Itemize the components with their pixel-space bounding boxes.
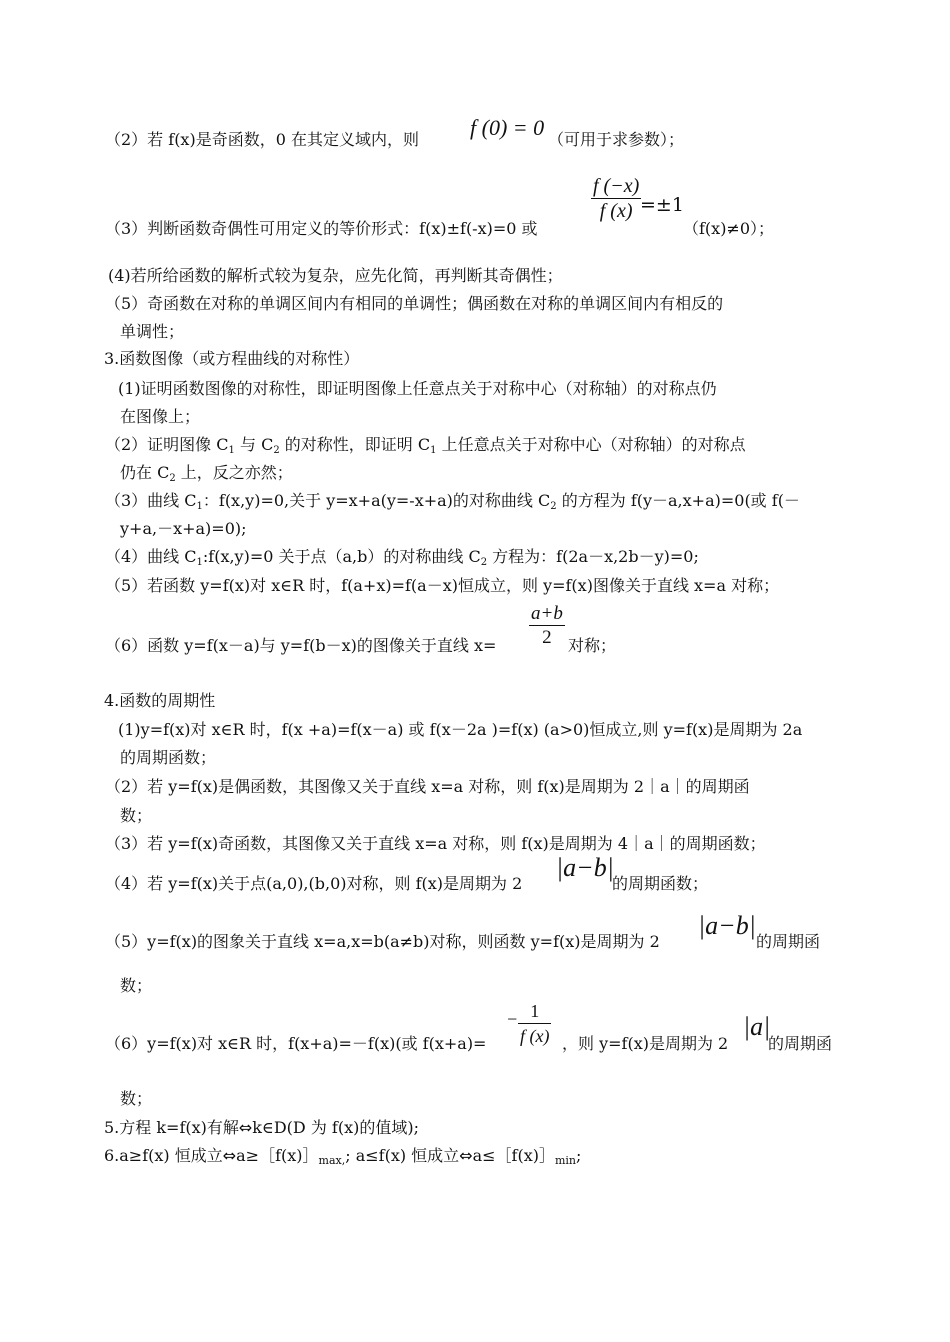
equivalence-icon: ⇔ [238,1118,253,1137]
item-4-1: (1)y=f(x)对 x∈R 时，f(x +a)=f(x－a) 或 f(x－2a )=f(x) (a>0)恒成立,则 y=f(x)是周期为 2a [118,720,803,739]
item-4-6: （6）y=f(x)对 x∈R 时，f(x+a)=－f(x)(或 f(x+a)= [105,1034,487,1053]
item-monotonicity-cont: 单调性； [120,322,185,341]
abs-a: |a| [743,1012,771,1041]
item-4-6-cont: 数； [120,1089,153,1108]
equivalence-icon: ⇔ [459,1146,473,1165]
item-3-4: （4）曲线 $C_1:f(x,y)=0$ 关于点（a,b）的对称曲线 $C_2$ 方程为：f(2a－x,2b－y)=0; [105,547,699,568]
item-4-5-cont: 数； [120,976,153,995]
abs-a-minus-b: |a−b| [556,853,614,882]
minus-sign: − [506,1009,519,1029]
item-simplify-first: (4)若所给函数的解析式较为复杂，应先化简，再判断其奇偶性； [108,266,563,285]
item-3-1-cont: 在图像上； [120,407,201,426]
formula-f0-equals-0: f (0) = 0 [470,115,545,140]
item-4-5-end: 的周期函 [756,932,821,951]
item-3-3: （3）曲线 $C_1$：f(x,y)=0,关于 y=x+a(y=-x+a)的对称曲线 $C_2$ 的方程为 f(y－a,x+a)=0(或 f(－ [105,491,800,512]
item-3-6-end: 对称； [568,636,617,655]
condition-fx-nonzero: （f(x)≠0）； [683,219,775,238]
item-odd-function-zero: （2）若 f(x)是奇函数，0 在其定义域内，则 [105,130,419,149]
item-5-equation-solvable: 5.方程 k=f(x)有解⇔k∈D(D 为 f(x)的值域); [104,1118,419,1137]
item-4-4-end: 的周期函数； [612,874,709,893]
item-3-5: （5）若函数 y=f(x)对 x∈R 时，f(a+x)=f(a－x)恒成立，则 y=f(x)图像关于直线 x=a 对称； [105,576,780,595]
fraction-1-over-fx: $\frac{1}{f (x)}$ [520,1001,550,1046]
item-4-3: （3）若 y=f(x)奇函数，其图像又关于直线 x=a 对称，则 f(x)是周期为 4｜a｜的周期函数； [105,834,766,853]
section-3-heading: 3.函数图像（或方程曲线的对称性） [104,349,360,368]
abs-a-minus-b-2: |a−b| [698,911,756,940]
item-monotonicity: （5）奇函数在对称的单调区间内有相同的单调性；偶函数在对称的单调区间内有相反的 [105,294,724,313]
item-4-2: （2）若 y=f(x)是偶函数，其图像又关于直线 x=a 对称，则 f(x)是周期为 2｜a｜的周期函 [105,777,750,796]
section-4-heading: 4.函数的周期性 [104,691,216,710]
note-parameter: （可用于求参数）； [548,130,685,149]
item-4-4: （4）若 y=f(x)关于点(a,0),(b,0)对称，则 f(x)是周期为 2 [105,874,523,893]
equals-plus-minus-one: =±1 [640,194,684,216]
item-4-5: （5）y=f(x)的图象关于直线 x=a,x=b(a≠b)对称，则函数 y=f(x)是周期为 2 [105,932,660,951]
item-4-2-cont: 数； [120,806,153,825]
fraction-a-plus-b-over-2: $\frac{a+b}{2}$ [531,603,563,648]
item-4-6-mid: ，则 y=f(x)是周期为 2 [562,1034,729,1053]
item-3-2-cont: 仍在 $C_2$ 上，反之亦然； [120,463,293,484]
item-6-always-holds: 6.a≥f(x) 恒成立⇔a≥［f(x)］max,; a≤f(x) 恒成立⇔a≤［f(x)］min; [104,1146,582,1167]
item-3-6: （6）函数 y=f(x－a)与 y=f(b－x)的图像关于直线 x= [105,636,497,655]
equivalence-icon: ⇔ [222,1146,237,1165]
item-4-1-cont: 的周期函数； [120,748,217,767]
item-4-6-end: 的周期函 [768,1034,833,1053]
item-3-3-cont: y+a,－x+a)=0); [120,519,247,538]
item-3-2: （2）证明图像 $C_1$ 与 $C_2$ 的对称性，即证明 $C_1$ 上任意点关于对称中心（对称轴）的对称点 [105,435,746,456]
item-3-1: (1)证明函数图像的对称性，即证明图像上任意点关于对称中心（对称轴）的对称点仍 [118,379,717,398]
fraction-f-neg-x-over-f-x: $\frac{f (-x)}{f (x)}$ [593,175,640,222]
item-parity-equivalent-form: （3）判断函数奇偶性可用定义的等价形式：f(x)±f(-x)=0 或 [105,219,538,238]
